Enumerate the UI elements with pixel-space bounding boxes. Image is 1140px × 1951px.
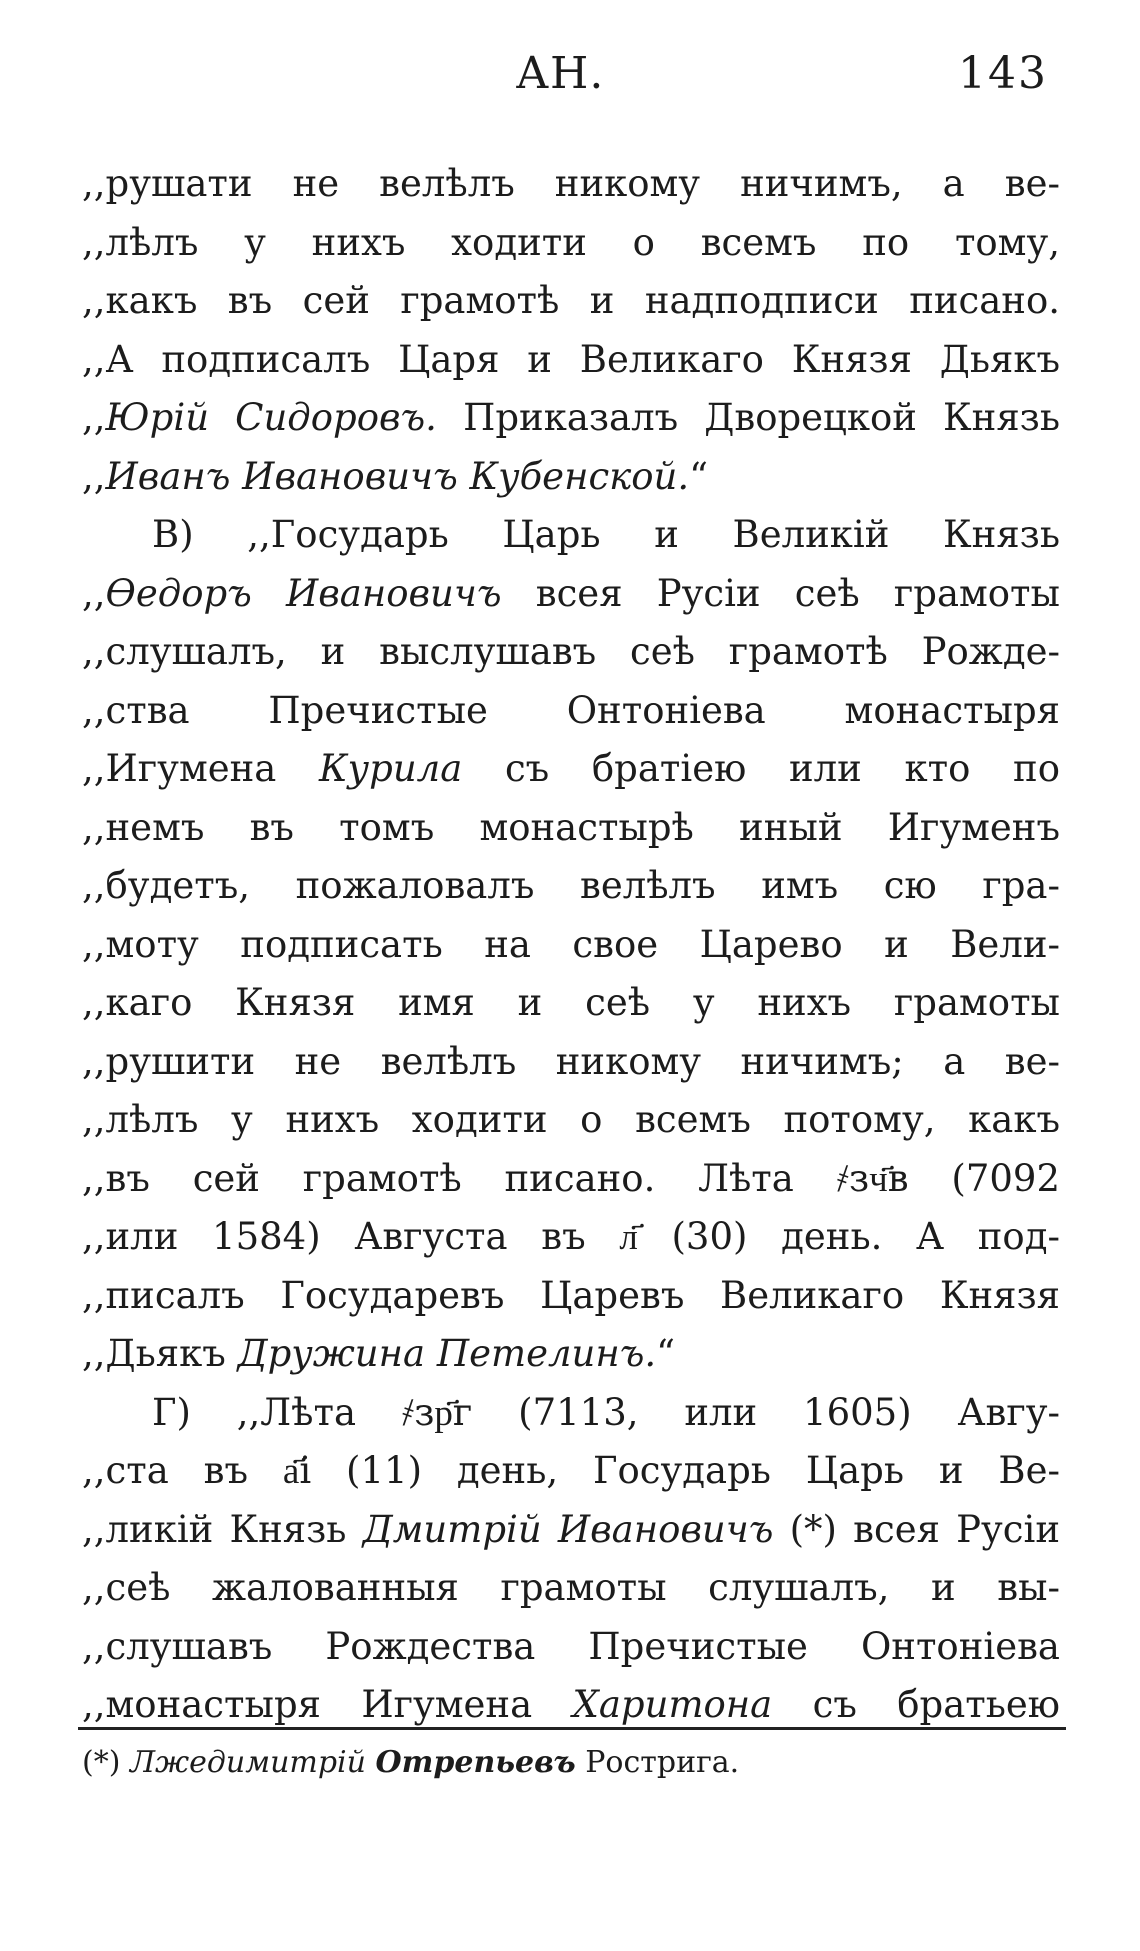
text-line xyxy=(82,506,1060,565)
text-run: ,,слушалъ, и выслушавъ сеѣ грамотѣ Рожде- xyxy=(82,630,1060,673)
footnote-text-emph: Отрепьевъ xyxy=(375,1745,576,1780)
text-run: ,,рушити не велѣлъ никому ничимъ; а ве- xyxy=(82,1039,1060,1083)
text-line xyxy=(82,1208,1060,1267)
text-run: ,,лѣлъ у нихъ ходити о всемъ по тому, xyxy=(82,220,1060,264)
footnote-marker: (*) xyxy=(82,1745,121,1780)
text-run: ,,сеѣ жалованныя грамоты слушалъ, и вы- xyxy=(82,1566,1060,1609)
text-line xyxy=(82,1325,1060,1384)
text-line xyxy=(82,1501,1060,1560)
text-run: ,,ства Пречистые Онтоніева монастыря xyxy=(82,688,1060,732)
text-line xyxy=(82,565,1060,624)
text-run: ,,немъ въ томъ монастырѣ иный Игуменъ xyxy=(82,805,1060,849)
text-line xyxy=(82,799,1060,858)
text-run: ,,будетъ, пожаловалъ велѣлъ имъ сю гра- xyxy=(82,864,1060,907)
text-line xyxy=(82,1618,1060,1677)
text-line xyxy=(82,1150,1060,1209)
footnote-rule xyxy=(78,1727,1066,1730)
text-line xyxy=(82,974,1060,1033)
italic-name: Харитона xyxy=(572,1683,773,1726)
footnote xyxy=(82,1743,1060,1783)
text-run: Приказалъ Дворецкой Князь xyxy=(436,396,1060,439)
text-line xyxy=(82,155,1060,214)
text-run: ,,Игумена xyxy=(82,747,320,790)
italic-name: Дружина Петелинъ. xyxy=(237,1332,657,1375)
text-line xyxy=(82,916,1060,975)
text-run: ,,каго Князя имя и сеѣ у нихъ грамоты xyxy=(82,981,1060,1024)
text-run: ,,писалъ Государевъ Царевъ Великаго Князя xyxy=(82,1273,1060,1317)
text-line xyxy=(82,1676,1060,1735)
text-line xyxy=(82,1559,1060,1618)
text-line xyxy=(82,623,1060,682)
text-run: ,,рушати не велѣлъ никому ничимъ, а ве- xyxy=(82,162,1060,205)
text-line xyxy=(82,389,1060,448)
text-run: ,,или 1584) Августа въ л҃ (30) день. А под- xyxy=(82,1215,1060,1258)
text-run: съ братіею или кто по xyxy=(462,747,1060,790)
text-line xyxy=(82,214,1060,273)
text-run: (*) всея Русіи xyxy=(773,1507,1060,1551)
text-run: Г) ,,Лѣта ҂зр҃г (7113, или 1605) Авгу- xyxy=(152,1390,1060,1434)
italic-name: Ѳедоръ Ивановичъ xyxy=(105,571,502,615)
footnote-text-before: Лжедимитрій xyxy=(129,1745,366,1780)
text-run: ,,ста въ а҃і (11) день, Государь Царь и Ве- xyxy=(82,1449,1060,1492)
text-run: ,,ликій Князь xyxy=(82,1507,363,1551)
text-line xyxy=(82,1033,1060,1092)
italic-name: Юрій Сидоровъ. xyxy=(105,396,437,439)
text-run: “ xyxy=(656,1332,676,1375)
text-run: ,, xyxy=(82,571,106,615)
text-line xyxy=(82,1091,1060,1150)
text-run: съ братьею xyxy=(772,1683,1060,1726)
text-line xyxy=(82,857,1060,916)
italic-name: Дмитрій Ивановичъ xyxy=(362,1507,774,1551)
text-line xyxy=(82,448,1060,507)
footnote-text-after: Ростригa. xyxy=(585,1745,740,1780)
text-run: ,, xyxy=(82,396,106,439)
text-line xyxy=(82,740,1060,799)
text-run: ,,какъ въ сей грамотѣ и надподписи писано. xyxy=(82,279,1060,322)
text-run: ,,лѣлъ у нихъ ходити о всемъ потому, какъ xyxy=(82,1098,1060,1141)
text-run: ,,монастыря Игумена xyxy=(82,1683,573,1726)
text-run: ,,моту подписать на свое Царево и Вели- xyxy=(82,922,1060,966)
text-line xyxy=(82,1267,1060,1326)
text-line xyxy=(82,1384,1060,1443)
text-run: ,,слушавъ Рождества Пречистые Онтоніева xyxy=(82,1624,1060,1668)
page-number: 143 xyxy=(958,48,1048,99)
text-run: ,,Дьякъ xyxy=(82,1332,238,1375)
page-header xyxy=(0,48,1140,108)
text-line xyxy=(82,331,1060,390)
text-run: “ xyxy=(689,454,709,498)
text-run: ,, xyxy=(82,454,106,498)
text-line xyxy=(82,272,1060,331)
text-run: ,,въ сей грамотѣ писано. Лѣта ҂зч҃в (7092 xyxy=(82,1156,1060,1200)
text-run: В) ,,Государь Царь и Великій Князь xyxy=(152,513,1060,556)
italic-name: Иванъ Ивановичъ Кубенской. xyxy=(105,454,690,498)
running-head: АН. xyxy=(515,48,605,99)
text-run: всея Русіи сеѣ грамоты xyxy=(501,571,1060,615)
text-run: ,,А подписалъ Царя и Великаго Князя Дьякъ xyxy=(82,337,1060,381)
italic-name: Курила xyxy=(319,747,463,790)
main-text xyxy=(82,155,1060,1735)
text-line xyxy=(82,1442,1060,1501)
text-line xyxy=(82,682,1060,741)
